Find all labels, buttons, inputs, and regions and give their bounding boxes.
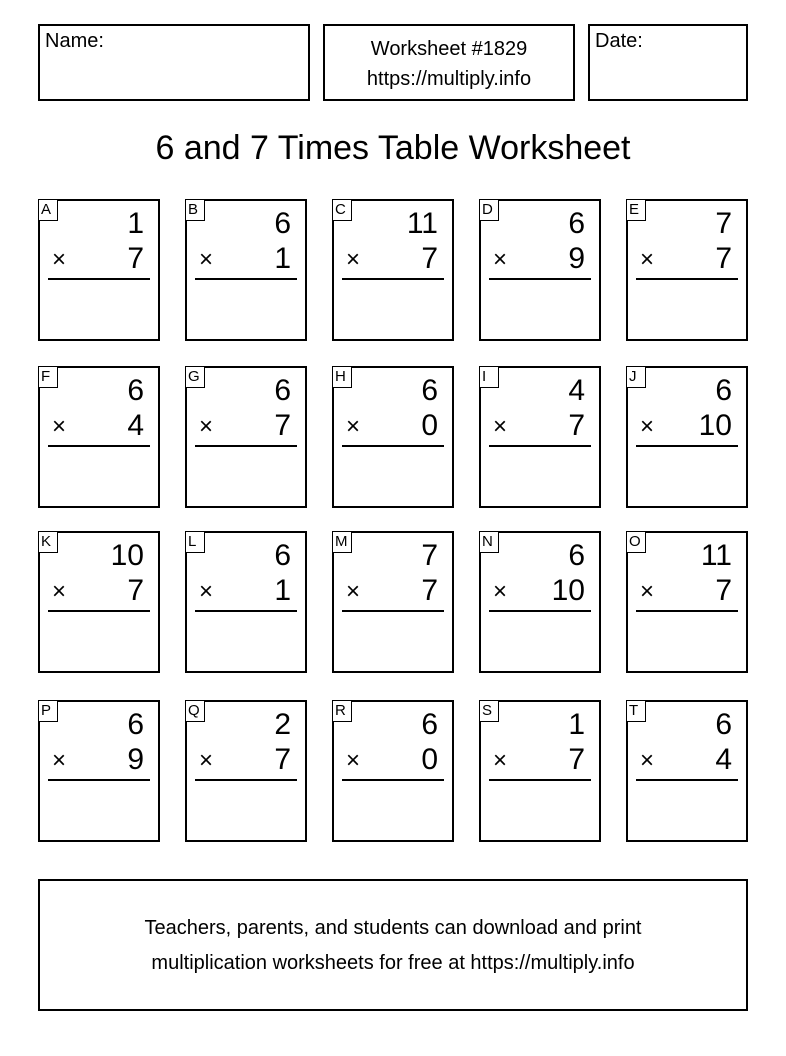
problem-box[interactable] <box>185 531 307 673</box>
answer-line <box>636 779 738 781</box>
multiplicand: 11 <box>700 539 732 572</box>
problem-letter: N <box>479 531 499 553</box>
multiplicand: 1 <box>568 708 585 741</box>
times-sign: × <box>199 747 214 774</box>
multiplicand: 4 <box>568 374 585 407</box>
answer-line <box>489 278 591 280</box>
multiplicand: 6 <box>127 708 144 741</box>
page-title: 6 and 7 Times Table Worksheet <box>155 129 631 167</box>
multiplicand: 1 <box>127 207 144 240</box>
problem-box[interactable] <box>479 366 601 508</box>
problem-letter: S <box>479 700 499 722</box>
times-sign: × <box>640 578 655 605</box>
times-sign: × <box>346 747 361 774</box>
footer-line-2: multiplication worksheets for free at https://multiply.info <box>151 952 635 974</box>
name-label: Name: <box>45 30 104 52</box>
multiplicand: 6 <box>421 708 438 741</box>
multiplier: 7 <box>568 409 585 442</box>
problem-letter: A <box>38 199 58 221</box>
problem-letter: G <box>185 366 205 388</box>
problem-letter: O <box>626 531 646 553</box>
answer-line <box>342 610 444 612</box>
times-sign: × <box>52 578 67 605</box>
name-field-box[interactable] <box>38 24 310 101</box>
answer-line <box>636 610 738 612</box>
problem-box[interactable] <box>185 700 307 842</box>
answer-line <box>48 779 150 781</box>
problem-letter: I <box>479 366 499 388</box>
times-sign: × <box>640 246 655 273</box>
problem-box[interactable] <box>479 700 601 842</box>
times-sign: × <box>52 747 67 774</box>
problem-box[interactable] <box>332 531 454 673</box>
problem-letter: R <box>332 700 352 722</box>
times-sign: × <box>493 413 508 440</box>
problem-letter: P <box>38 700 58 722</box>
multiplicand: 7 <box>421 539 438 572</box>
answer-line <box>48 445 150 447</box>
multiplier: 1 <box>274 574 291 607</box>
problem-letter: B <box>185 199 205 221</box>
problem-box[interactable] <box>38 366 160 508</box>
times-sign: × <box>346 413 361 440</box>
worksheet-url: https://multiply.info <box>366 68 532 90</box>
problem-box[interactable] <box>626 531 748 673</box>
problem-letter: Q <box>185 700 205 722</box>
multiplicand: 6 <box>274 207 291 240</box>
problem-letter: E <box>626 199 646 221</box>
problem-box[interactable] <box>38 700 160 842</box>
problem-box[interactable] <box>185 366 307 508</box>
worksheet-number: Worksheet #1829 <box>370 38 528 60</box>
problem-box[interactable] <box>332 700 454 842</box>
answer-line <box>636 445 738 447</box>
times-sign: × <box>52 413 67 440</box>
multiplier: 7 <box>127 574 144 607</box>
date-field-box[interactable] <box>588 24 748 101</box>
multiplicand: 2 <box>274 708 291 741</box>
problem-letter: D <box>479 199 499 221</box>
problem-letter: K <box>38 531 58 553</box>
times-sign: × <box>493 578 508 605</box>
times-sign: × <box>199 413 214 440</box>
problem-box[interactable] <box>332 366 454 508</box>
multiplier: 9 <box>127 743 144 776</box>
multiplicand: 6 <box>568 207 585 240</box>
answer-line <box>195 610 297 612</box>
problem-box[interactable] <box>38 199 160 341</box>
answer-line <box>342 445 444 447</box>
answer-line <box>48 610 150 612</box>
answer-line <box>48 278 150 280</box>
multiplier: 10 <box>551 574 585 607</box>
multiplier: 7 <box>421 574 438 607</box>
multiplier: 7 <box>568 743 585 776</box>
answer-line <box>195 278 297 280</box>
multiplier: 7 <box>421 242 438 275</box>
multiplier: 10 <box>698 409 732 442</box>
times-sign: × <box>640 413 655 440</box>
multiplicand: 6 <box>715 708 732 741</box>
multiplier: 0 <box>421 743 438 776</box>
problem-box[interactable] <box>479 199 601 341</box>
problem-letter: C <box>332 199 352 221</box>
multiplier: 7 <box>274 409 291 442</box>
problem-box[interactable] <box>332 199 454 341</box>
times-sign: × <box>640 747 655 774</box>
problem-letter: J <box>626 366 646 388</box>
worksheet-info-box <box>323 24 575 101</box>
times-sign: × <box>346 578 361 605</box>
multiplier: 4 <box>127 409 144 442</box>
problem-letter: F <box>38 366 58 388</box>
answer-line <box>342 278 444 280</box>
problem-box[interactable] <box>38 531 160 673</box>
multiplier: 9 <box>568 242 585 275</box>
multiplicand: 6 <box>274 539 291 572</box>
answer-line <box>342 779 444 781</box>
times-sign: × <box>493 246 508 273</box>
problem-box[interactable] <box>626 700 748 842</box>
multiplier: 1 <box>274 242 291 275</box>
date-label: Date: <box>595 30 643 52</box>
times-sign: × <box>199 578 214 605</box>
answer-line <box>489 779 591 781</box>
problem-letter: L <box>185 531 205 553</box>
problem-box[interactable] <box>626 199 748 341</box>
multiplicand: 11 <box>406 207 438 240</box>
footer-box <box>38 879 748 1011</box>
multiplicand: 6 <box>715 374 732 407</box>
footer-line-1: Teachers, parents, and students can download and print <box>144 917 642 939</box>
times-sign: × <box>199 246 214 273</box>
multiplier: 7 <box>274 743 291 776</box>
multiplicand: 6 <box>421 374 438 407</box>
problem-box[interactable] <box>626 366 748 508</box>
multiplier: 7 <box>127 242 144 275</box>
problem-box[interactable] <box>479 531 601 673</box>
multiplicand: 6 <box>127 374 144 407</box>
problem-letter: M <box>332 531 352 553</box>
multiplicand: 7 <box>715 207 732 240</box>
multiplier: 7 <box>715 242 732 275</box>
answer-line <box>636 278 738 280</box>
problem-letter: H <box>332 366 352 388</box>
answer-line <box>489 445 591 447</box>
multiplier: 0 <box>421 409 438 442</box>
times-sign: × <box>493 747 508 774</box>
answer-line <box>489 610 591 612</box>
problem-letter: T <box>626 700 646 722</box>
multiplier: 7 <box>715 574 732 607</box>
answer-line <box>195 445 297 447</box>
multiplicand: 6 <box>274 374 291 407</box>
multiplicand: 6 <box>568 539 585 572</box>
problem-box[interactable] <box>185 199 307 341</box>
answer-line <box>195 779 297 781</box>
times-sign: × <box>52 246 67 273</box>
times-sign: × <box>346 246 361 273</box>
multiplicand: 10 <box>110 539 144 572</box>
multiplier: 4 <box>715 743 732 776</box>
